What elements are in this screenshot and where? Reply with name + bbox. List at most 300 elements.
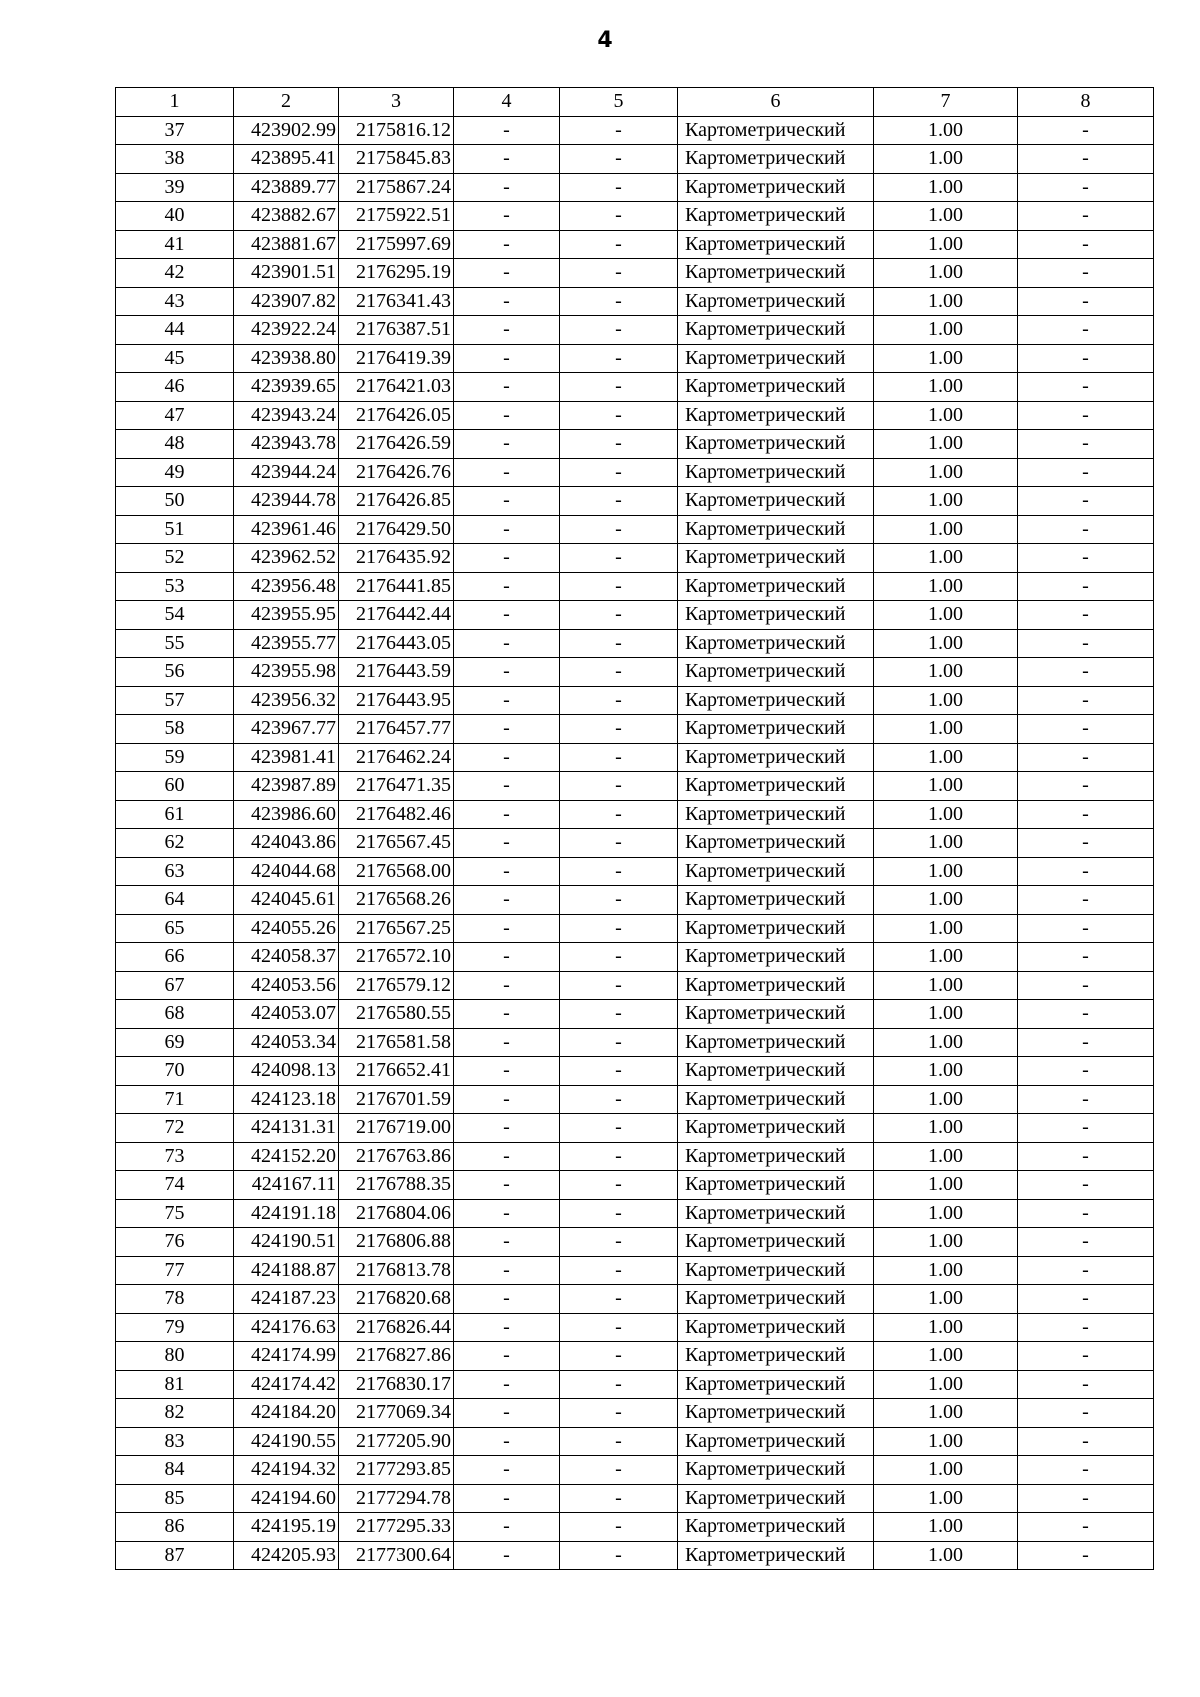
col4-cell: - xyxy=(454,259,560,288)
method-cell: Картометрический xyxy=(678,202,874,231)
method-cell: Картометрический xyxy=(678,1085,874,1114)
col4-cell: - xyxy=(454,829,560,858)
col5-cell: - xyxy=(560,373,678,402)
col5-cell: - xyxy=(560,886,678,915)
y-coordinate-cell: 2176443.05 xyxy=(339,629,454,658)
col8-cell: - xyxy=(1018,344,1154,373)
accuracy-cell: 1.00 xyxy=(874,1057,1018,1086)
col5-cell: - xyxy=(560,1342,678,1371)
table-row xyxy=(116,202,1154,231)
accuracy-cell: 1.00 xyxy=(874,800,1018,829)
y-coordinate-cell: 2176295.19 xyxy=(339,259,454,288)
col5-cell: - xyxy=(560,1256,678,1285)
point-number-cell: 48 xyxy=(116,430,234,459)
col4-cell: - xyxy=(454,373,560,402)
col5-cell: - xyxy=(560,743,678,772)
method-cell: Картометрический xyxy=(678,829,874,858)
x-coordinate-cell: 423943.78 xyxy=(234,430,339,459)
page-number: 4 xyxy=(597,28,613,53)
table-row xyxy=(116,1142,1154,1171)
col8-cell: - xyxy=(1018,1114,1154,1143)
table-row xyxy=(116,743,1154,772)
col8-cell: - xyxy=(1018,772,1154,801)
method-cell: Картометрический xyxy=(678,1313,874,1342)
col5-cell: - xyxy=(560,1228,678,1257)
accuracy-cell: 1.00 xyxy=(874,715,1018,744)
col8-cell: - xyxy=(1018,1057,1154,1086)
col4-cell: - xyxy=(454,1171,560,1200)
table-row xyxy=(116,1171,1154,1200)
method-cell: Картометрический xyxy=(678,686,874,715)
col5-cell: - xyxy=(560,658,678,687)
point-number-cell: 43 xyxy=(116,287,234,316)
point-number-cell: 60 xyxy=(116,772,234,801)
method-cell: Картометрический xyxy=(678,629,874,658)
col4-cell: - xyxy=(454,544,560,573)
point-number-cell: 64 xyxy=(116,886,234,915)
col8-cell: - xyxy=(1018,458,1154,487)
point-number-cell: 42 xyxy=(116,259,234,288)
point-number-cell: 67 xyxy=(116,971,234,1000)
y-coordinate-cell: 2176387.51 xyxy=(339,316,454,345)
col8-cell: - xyxy=(1018,658,1154,687)
col4-cell: - xyxy=(454,1313,560,1342)
accuracy-cell: 1.00 xyxy=(874,401,1018,430)
table-row xyxy=(116,886,1154,915)
x-coordinate-cell: 424044.68 xyxy=(234,857,339,886)
table-row xyxy=(116,344,1154,373)
method-cell: Картометрический xyxy=(678,316,874,345)
x-coordinate-cell: 423907.82 xyxy=(234,287,339,316)
accuracy-cell: 1.00 xyxy=(874,1513,1018,1542)
col4-cell: - xyxy=(454,1456,560,1485)
x-coordinate-cell: 423962.52 xyxy=(234,544,339,573)
col5-cell: - xyxy=(560,287,678,316)
point-number-cell: 73 xyxy=(116,1142,234,1171)
y-coordinate-cell: 2176441.85 xyxy=(339,572,454,601)
table-row xyxy=(116,971,1154,1000)
col4-cell: - xyxy=(454,686,560,715)
accuracy-cell: 1.00 xyxy=(874,1256,1018,1285)
table-row xyxy=(116,1370,1154,1399)
accuracy-cell: 1.00 xyxy=(874,1342,1018,1371)
x-coordinate-cell: 424184.20 xyxy=(234,1399,339,1428)
y-coordinate-cell: 2176826.44 xyxy=(339,1313,454,1342)
x-coordinate-cell: 424055.26 xyxy=(234,914,339,943)
x-coordinate-cell: 424174.99 xyxy=(234,1342,339,1371)
accuracy-cell: 1.00 xyxy=(874,686,1018,715)
x-coordinate-cell: 424176.63 xyxy=(234,1313,339,1342)
x-coordinate-cell: 423902.99 xyxy=(234,116,339,145)
table-row xyxy=(116,1513,1154,1542)
col8-cell: - xyxy=(1018,943,1154,972)
point-number-cell: 78 xyxy=(116,1285,234,1314)
col5-cell: - xyxy=(560,116,678,145)
accuracy-cell: 1.00 xyxy=(874,572,1018,601)
method-cell: Картометрический xyxy=(678,515,874,544)
table-row xyxy=(116,1000,1154,1029)
col5-cell: - xyxy=(560,715,678,744)
y-coordinate-cell: 2176471.35 xyxy=(339,772,454,801)
accuracy-cell: 1.00 xyxy=(874,259,1018,288)
y-coordinate-cell: 2176580.55 xyxy=(339,1000,454,1029)
col8-cell: - xyxy=(1018,1313,1154,1342)
y-coordinate-cell: 2176435.92 xyxy=(339,544,454,573)
col4-cell: - xyxy=(454,1256,560,1285)
point-number-cell: 62 xyxy=(116,829,234,858)
point-number-cell: 39 xyxy=(116,173,234,202)
accuracy-cell: 1.00 xyxy=(874,287,1018,316)
point-number-cell: 58 xyxy=(116,715,234,744)
y-coordinate-cell: 2175922.51 xyxy=(339,202,454,231)
x-coordinate-cell: 424098.13 xyxy=(234,1057,339,1086)
accuracy-cell: 1.00 xyxy=(874,743,1018,772)
table-row xyxy=(116,572,1154,601)
col4-cell: - xyxy=(454,344,560,373)
x-coordinate-cell: 423895.41 xyxy=(234,145,339,174)
x-coordinate-cell: 423961.46 xyxy=(234,515,339,544)
col4-cell: - xyxy=(454,145,560,174)
col5-cell: - xyxy=(560,800,678,829)
table-row xyxy=(116,458,1154,487)
table-row xyxy=(116,259,1154,288)
method-cell: Картометрический xyxy=(678,145,874,174)
method-cell: Картометрический xyxy=(678,601,874,630)
col8-cell: - xyxy=(1018,202,1154,231)
col8-cell: - xyxy=(1018,1342,1154,1371)
x-coordinate-cell: 424043.86 xyxy=(234,829,339,858)
table-row xyxy=(116,1342,1154,1371)
col5-cell: - xyxy=(560,344,678,373)
col8-cell: - xyxy=(1018,287,1154,316)
col5-cell: - xyxy=(560,544,678,573)
point-number-cell: 77 xyxy=(116,1256,234,1285)
method-cell: Картометрический xyxy=(678,173,874,202)
accuracy-cell: 1.00 xyxy=(874,1541,1018,1570)
column-header: 7 xyxy=(874,88,1018,117)
col8-cell: - xyxy=(1018,430,1154,459)
table-row xyxy=(116,800,1154,829)
point-number-cell: 38 xyxy=(116,145,234,174)
accuracy-cell: 1.00 xyxy=(874,658,1018,687)
method-cell: Картометрический xyxy=(678,1142,874,1171)
x-coordinate-cell: 423938.80 xyxy=(234,344,339,373)
method-cell: Картометрический xyxy=(678,458,874,487)
method-cell: Картометрический xyxy=(678,401,874,430)
method-cell: Картометрический xyxy=(678,772,874,801)
y-coordinate-cell: 2176429.50 xyxy=(339,515,454,544)
method-cell: Картометрический xyxy=(678,344,874,373)
x-coordinate-cell: 423901.51 xyxy=(234,259,339,288)
table-row xyxy=(116,1057,1154,1086)
table-row xyxy=(116,1427,1154,1456)
col8-cell: - xyxy=(1018,259,1154,288)
col5-cell: - xyxy=(560,1285,678,1314)
method-cell: Картометрический xyxy=(678,1171,874,1200)
col4-cell: - xyxy=(454,886,560,915)
table-row xyxy=(116,1256,1154,1285)
point-number-cell: 56 xyxy=(116,658,234,687)
y-coordinate-cell: 2176827.86 xyxy=(339,1342,454,1371)
x-coordinate-cell: 424205.93 xyxy=(234,1541,339,1570)
col8-cell: - xyxy=(1018,544,1154,573)
col5-cell: - xyxy=(560,401,678,430)
y-coordinate-cell: 2176421.03 xyxy=(339,373,454,402)
col4-cell: - xyxy=(454,515,560,544)
accuracy-cell: 1.00 xyxy=(874,1484,1018,1513)
accuracy-cell: 1.00 xyxy=(874,971,1018,1000)
table-row xyxy=(116,1399,1154,1428)
col5-cell: - xyxy=(560,1427,678,1456)
point-number-cell: 47 xyxy=(116,401,234,430)
x-coordinate-cell: 424191.18 xyxy=(234,1199,339,1228)
col4-cell: - xyxy=(454,1513,560,1542)
col5-cell: - xyxy=(560,145,678,174)
col8-cell: - xyxy=(1018,1199,1154,1228)
col5-cell: - xyxy=(560,1057,678,1086)
table-row xyxy=(116,1541,1154,1570)
y-coordinate-cell: 2175997.69 xyxy=(339,230,454,259)
y-coordinate-cell: 2176457.77 xyxy=(339,715,454,744)
col8-cell: - xyxy=(1018,316,1154,345)
accuracy-cell: 1.00 xyxy=(874,173,1018,202)
y-coordinate-cell: 2176830.17 xyxy=(339,1370,454,1399)
method-cell: Картометрический xyxy=(678,658,874,687)
column-header: 4 xyxy=(454,88,560,117)
col5-cell: - xyxy=(560,943,678,972)
x-coordinate-cell: 424190.55 xyxy=(234,1427,339,1456)
y-coordinate-cell: 2176820.68 xyxy=(339,1285,454,1314)
x-coordinate-cell: 424045.61 xyxy=(234,886,339,915)
y-coordinate-cell: 2176426.85 xyxy=(339,487,454,516)
col8-cell: - xyxy=(1018,914,1154,943)
point-number-cell: 71 xyxy=(116,1085,234,1114)
point-number-cell: 68 xyxy=(116,1000,234,1029)
method-cell: Картометрический xyxy=(678,715,874,744)
accuracy-cell: 1.00 xyxy=(874,857,1018,886)
col5-cell: - xyxy=(560,1028,678,1057)
method-cell: Картометрический xyxy=(678,1114,874,1143)
x-coordinate-cell: 423922.24 xyxy=(234,316,339,345)
method-cell: Картометрический xyxy=(678,287,874,316)
point-number-cell: 61 xyxy=(116,800,234,829)
col8-cell: - xyxy=(1018,1171,1154,1200)
col4-cell: - xyxy=(454,715,560,744)
accuracy-cell: 1.00 xyxy=(874,202,1018,231)
table-row xyxy=(116,1199,1154,1228)
col5-cell: - xyxy=(560,829,678,858)
method-cell: Картометрический xyxy=(678,800,874,829)
table-row xyxy=(116,857,1154,886)
x-coordinate-cell: 424188.87 xyxy=(234,1256,339,1285)
y-coordinate-cell: 2176567.25 xyxy=(339,914,454,943)
accuracy-cell: 1.00 xyxy=(874,829,1018,858)
col8-cell: - xyxy=(1018,1085,1154,1114)
table-row xyxy=(116,686,1154,715)
col5-cell: - xyxy=(560,1171,678,1200)
col4-cell: - xyxy=(454,1285,560,1314)
x-coordinate-cell: 424190.51 xyxy=(234,1228,339,1257)
method-cell: Картометрический xyxy=(678,487,874,516)
x-coordinate-cell: 424195.19 xyxy=(234,1513,339,1542)
accuracy-cell: 1.00 xyxy=(874,344,1018,373)
y-coordinate-cell: 2177294.78 xyxy=(339,1484,454,1513)
y-coordinate-cell: 2176652.41 xyxy=(339,1057,454,1086)
col4-cell: - xyxy=(454,914,560,943)
col5-cell: - xyxy=(560,1370,678,1399)
point-number-cell: 74 xyxy=(116,1171,234,1200)
accuracy-cell: 1.00 xyxy=(874,1171,1018,1200)
method-cell: Картометрический xyxy=(678,886,874,915)
method-cell: Картометрический xyxy=(678,430,874,459)
col8-cell: - xyxy=(1018,1484,1154,1513)
y-coordinate-cell: 2177205.90 xyxy=(339,1427,454,1456)
col5-cell: - xyxy=(560,487,678,516)
point-number-cell: 72 xyxy=(116,1114,234,1143)
col4-cell: - xyxy=(454,1427,560,1456)
accuracy-cell: 1.00 xyxy=(874,487,1018,516)
col4-cell: - xyxy=(454,658,560,687)
x-coordinate-cell: 424053.56 xyxy=(234,971,339,1000)
col8-cell: - xyxy=(1018,971,1154,1000)
y-coordinate-cell: 2175816.12 xyxy=(339,116,454,145)
method-cell: Картометрический xyxy=(678,1456,874,1485)
col4-cell: - xyxy=(454,629,560,658)
col4-cell: - xyxy=(454,743,560,772)
accuracy-cell: 1.00 xyxy=(874,230,1018,259)
point-number-cell: 53 xyxy=(116,572,234,601)
y-coordinate-cell: 2176341.43 xyxy=(339,287,454,316)
col8-cell: - xyxy=(1018,116,1154,145)
col5-cell: - xyxy=(560,1484,678,1513)
col8-cell: - xyxy=(1018,572,1154,601)
x-coordinate-cell: 423943.24 xyxy=(234,401,339,430)
method-cell: Картометрический xyxy=(678,1484,874,1513)
point-number-cell: 82 xyxy=(116,1399,234,1428)
point-number-cell: 49 xyxy=(116,458,234,487)
table-body xyxy=(116,116,1154,1570)
col4-cell: - xyxy=(454,800,560,829)
x-coordinate-cell: 424167.11 xyxy=(234,1171,339,1200)
y-coordinate-cell: 2176806.88 xyxy=(339,1228,454,1257)
method-cell: Картометрический xyxy=(678,1370,874,1399)
x-coordinate-cell: 423956.32 xyxy=(234,686,339,715)
y-coordinate-cell: 2176581.58 xyxy=(339,1028,454,1057)
x-coordinate-cell: 424123.18 xyxy=(234,1085,339,1114)
accuracy-cell: 1.00 xyxy=(874,1285,1018,1314)
col8-cell: - xyxy=(1018,1427,1154,1456)
accuracy-cell: 1.00 xyxy=(874,544,1018,573)
col5-cell: - xyxy=(560,1000,678,1029)
point-number-cell: 86 xyxy=(116,1513,234,1542)
col4-cell: - xyxy=(454,487,560,516)
col5-cell: - xyxy=(560,515,678,544)
x-coordinate-cell: 423987.89 xyxy=(234,772,339,801)
table-row xyxy=(116,1085,1154,1114)
point-number-cell: 87 xyxy=(116,1541,234,1570)
col8-cell: - xyxy=(1018,1000,1154,1029)
col4-cell: - xyxy=(454,430,560,459)
table-row xyxy=(116,914,1154,943)
method-cell: Картометрический xyxy=(678,373,874,402)
point-number-cell: 55 xyxy=(116,629,234,658)
method-cell: Картометрический xyxy=(678,1399,874,1428)
point-number-cell: 85 xyxy=(116,1484,234,1513)
y-coordinate-cell: 2176701.59 xyxy=(339,1085,454,1114)
method-cell: Картометрический xyxy=(678,1285,874,1314)
accuracy-cell: 1.00 xyxy=(874,1370,1018,1399)
point-number-cell: 70 xyxy=(116,1057,234,1086)
col4-cell: - xyxy=(454,1399,560,1428)
table-row xyxy=(116,1313,1154,1342)
col8-cell: - xyxy=(1018,1028,1154,1057)
table-row xyxy=(116,515,1154,544)
accuracy-cell: 1.00 xyxy=(874,1427,1018,1456)
table-row xyxy=(116,487,1154,516)
y-coordinate-cell: 2177295.33 xyxy=(339,1513,454,1542)
x-coordinate-cell: 424152.20 xyxy=(234,1142,339,1171)
col8-cell: - xyxy=(1018,886,1154,915)
point-number-cell: 76 xyxy=(116,1228,234,1257)
accuracy-cell: 1.00 xyxy=(874,1313,1018,1342)
method-cell: Картометрический xyxy=(678,857,874,886)
method-cell: Картометрический xyxy=(678,1199,874,1228)
x-coordinate-cell: 423889.77 xyxy=(234,173,339,202)
col5-cell: - xyxy=(560,173,678,202)
col4-cell: - xyxy=(454,1085,560,1114)
coordinates-table xyxy=(115,87,1154,1570)
point-number-cell: 79 xyxy=(116,1313,234,1342)
col8-cell: - xyxy=(1018,145,1154,174)
y-coordinate-cell: 2177300.64 xyxy=(339,1541,454,1570)
col4-cell: - xyxy=(454,287,560,316)
method-cell: Картометрический xyxy=(678,1342,874,1371)
accuracy-cell: 1.00 xyxy=(874,943,1018,972)
method-cell: Картометрический xyxy=(678,914,874,943)
point-number-cell: 57 xyxy=(116,686,234,715)
col4-cell: - xyxy=(454,943,560,972)
table-row xyxy=(116,287,1154,316)
col4-cell: - xyxy=(454,601,560,630)
accuracy-cell: 1.00 xyxy=(874,772,1018,801)
method-cell: Картометрический xyxy=(678,259,874,288)
col5-cell: - xyxy=(560,1399,678,1428)
accuracy-cell: 1.00 xyxy=(874,1142,1018,1171)
col5-cell: - xyxy=(560,857,678,886)
col8-cell: - xyxy=(1018,800,1154,829)
col4-cell: - xyxy=(454,173,560,202)
table-row xyxy=(116,1114,1154,1143)
accuracy-cell: 1.00 xyxy=(874,145,1018,174)
col4-cell: - xyxy=(454,316,560,345)
point-number-cell: 52 xyxy=(116,544,234,573)
column-header: 1 xyxy=(116,88,234,117)
accuracy-cell: 1.00 xyxy=(874,1456,1018,1485)
y-coordinate-cell: 2176572.10 xyxy=(339,943,454,972)
x-coordinate-cell: 424194.60 xyxy=(234,1484,339,1513)
x-coordinate-cell: 423944.78 xyxy=(234,487,339,516)
method-cell: Картометрический xyxy=(678,544,874,573)
accuracy-cell: 1.00 xyxy=(874,1114,1018,1143)
point-number-cell: 83 xyxy=(116,1427,234,1456)
method-cell: Картометрический xyxy=(678,971,874,1000)
col8-cell: - xyxy=(1018,1513,1154,1542)
col5-cell: - xyxy=(560,601,678,630)
x-coordinate-cell: 423955.77 xyxy=(234,629,339,658)
y-coordinate-cell: 2175867.24 xyxy=(339,173,454,202)
point-number-cell: 40 xyxy=(116,202,234,231)
col4-cell: - xyxy=(454,971,560,1000)
